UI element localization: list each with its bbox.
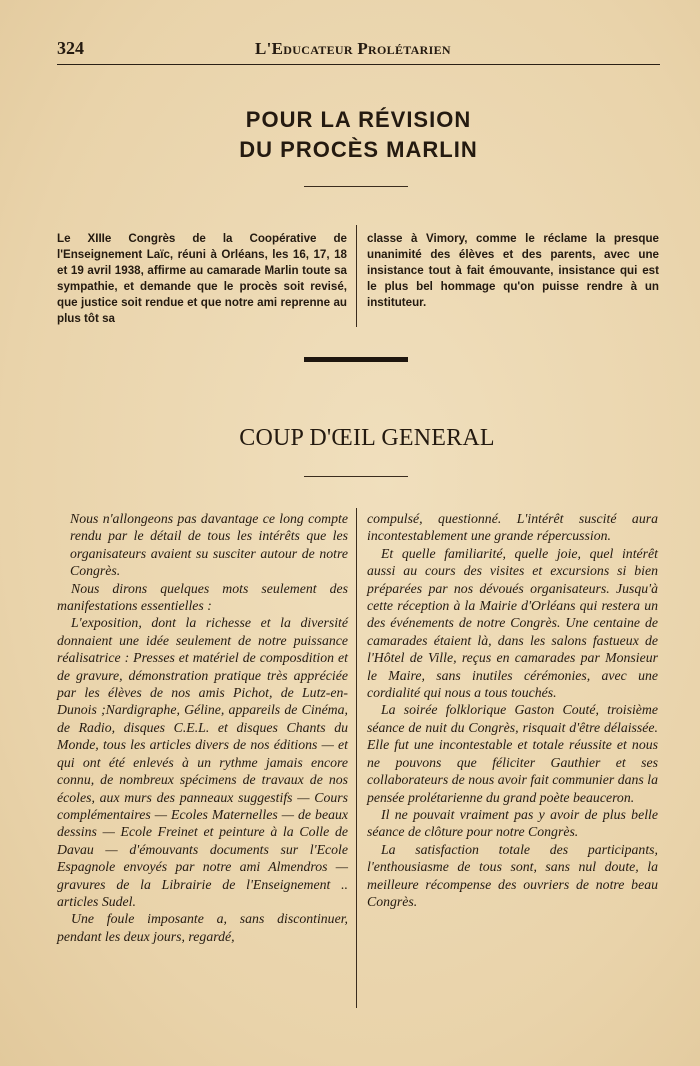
paragraph: Il ne pouvait vraiment pas y avoir de plus belle séance de clôture pour notre Congrès.	[367, 806, 658, 840]
article-right-column	[367, 510, 658, 910]
motion-text-right-column: classe à Vimory, comme le réclame la presque unanimité des élèves et des parents, avec une insistance tout à fait émouvante, insistance qui est le plus bel hommage qu'on puisse rendre à un instituteur.	[367, 232, 659, 309]
paragraph: La satisfaction totale des participants, l'enthousiasme de tous sont, sans nul doute, la meilleure récompense des ouvriers de notre beau Congrès.	[367, 841, 658, 909]
paragraph: compulsé, questionné. L'intérêt suscité aura incontestablement une grande répercussion.	[367, 511, 658, 544]
article-left-column	[57, 510, 348, 945]
paragraph: Une foule imposante a, sans discontinuer, pendant les deux jours, regardé,	[57, 911, 348, 944]
section-title-revision	[57, 105, 660, 165]
section-separator-bar	[304, 357, 408, 362]
motion-text-left-column: Le XIIIe Congrès de la Coopérative de l'Enseignement Laïc, réuni à Orléans, les 16, 17, 18 et 19 avril 1938, affirme au camarade Marlin toute sa sympathie, et demande que le procès soit revisé, que justice soit rendue et que notre ami reprenne au plus tôt sa	[57, 232, 347, 325]
journal-title: L'Educateur Prolétarien	[255, 39, 451, 58]
column-divider	[356, 508, 357, 1008]
paragraph: Nous dirons quelques mots seulement des manifestations essentielles :	[57, 580, 348, 614]
divider-rule	[304, 476, 408, 477]
page-number: 324	[57, 38, 84, 58]
paragraph: Nous n'allongeons pas davantage ce long compte rendu par le détail de tous les intérêts que les organisateurs avaient su susciter autour de notre Congrès.	[70, 511, 348, 579]
page-header	[57, 38, 660, 65]
column-divider	[356, 225, 357, 327]
divider-rule	[304, 186, 408, 187]
paragraph: L'exposition, dont la richesse et la diversité donnaient une idée seulement de notre puissance réalisatrice : Presses et matériel de composdition et de gravure, démonstration pratique très appréciée par les élèves de nos amis Pichot, de Lutz-en-Dunois ;Nardigraphe, Géline, appareils de Cinéma, de Radio, disques C.E.L. et disques Chants du Monde, tous les articles divers de nos éditions — et qui ont été enlevés à un rythme jamais encore connu, de nombreux spécimens de travaux de nos écoles, aux murs des panneaux suggestifs — Cours complémentaires — Ecoles Maternelles — de beaux dessins — Ecole Freinet et peinture à la Colle de Davau — d'émouvants documents sur l'Ecole Espagnole envoyés par notre ami Almendros — gravures de la Librairie de l'Enseignement .. articles Sudel.	[57, 615, 348, 909]
section-title-coup-doeil: COUP D'ŒIL GENERAL	[239, 425, 495, 451]
section-title-line-2: DU PROCÈS MARLIN	[239, 137, 478, 162]
paragraph: La soirée folklorique Gaston Couté, troisième séance de nuit du Congrès, risquait d'être délaissée. Elle fut une incontestable et totale réussite et nous ne pouvons que féliciter Gauthier et ses collaborateurs de nous avoir fait communier dans la pensée prolétarienne du grand poète beauceron.	[367, 702, 658, 805]
paragraph: Et quelle familiarité, quelle joie, quel intérêt aussi au cours des visites et excursions si bien préparées par nos dévoués organisateurs. Jusqu'à cette réception à la Mairie d'Orléans qui restera un des événements de notre Congrès. Une centaine de camarades étaient là, dans les salons fastueux de l'Hôtel de Ville, reçus en camarades par Monsieur le Maire, sans inutiles cérémonies, avec une cordialité qui nous a tous touchés.	[367, 545, 658, 701]
section-title-line-1: POUR LA RÉVISION	[245, 107, 472, 132]
